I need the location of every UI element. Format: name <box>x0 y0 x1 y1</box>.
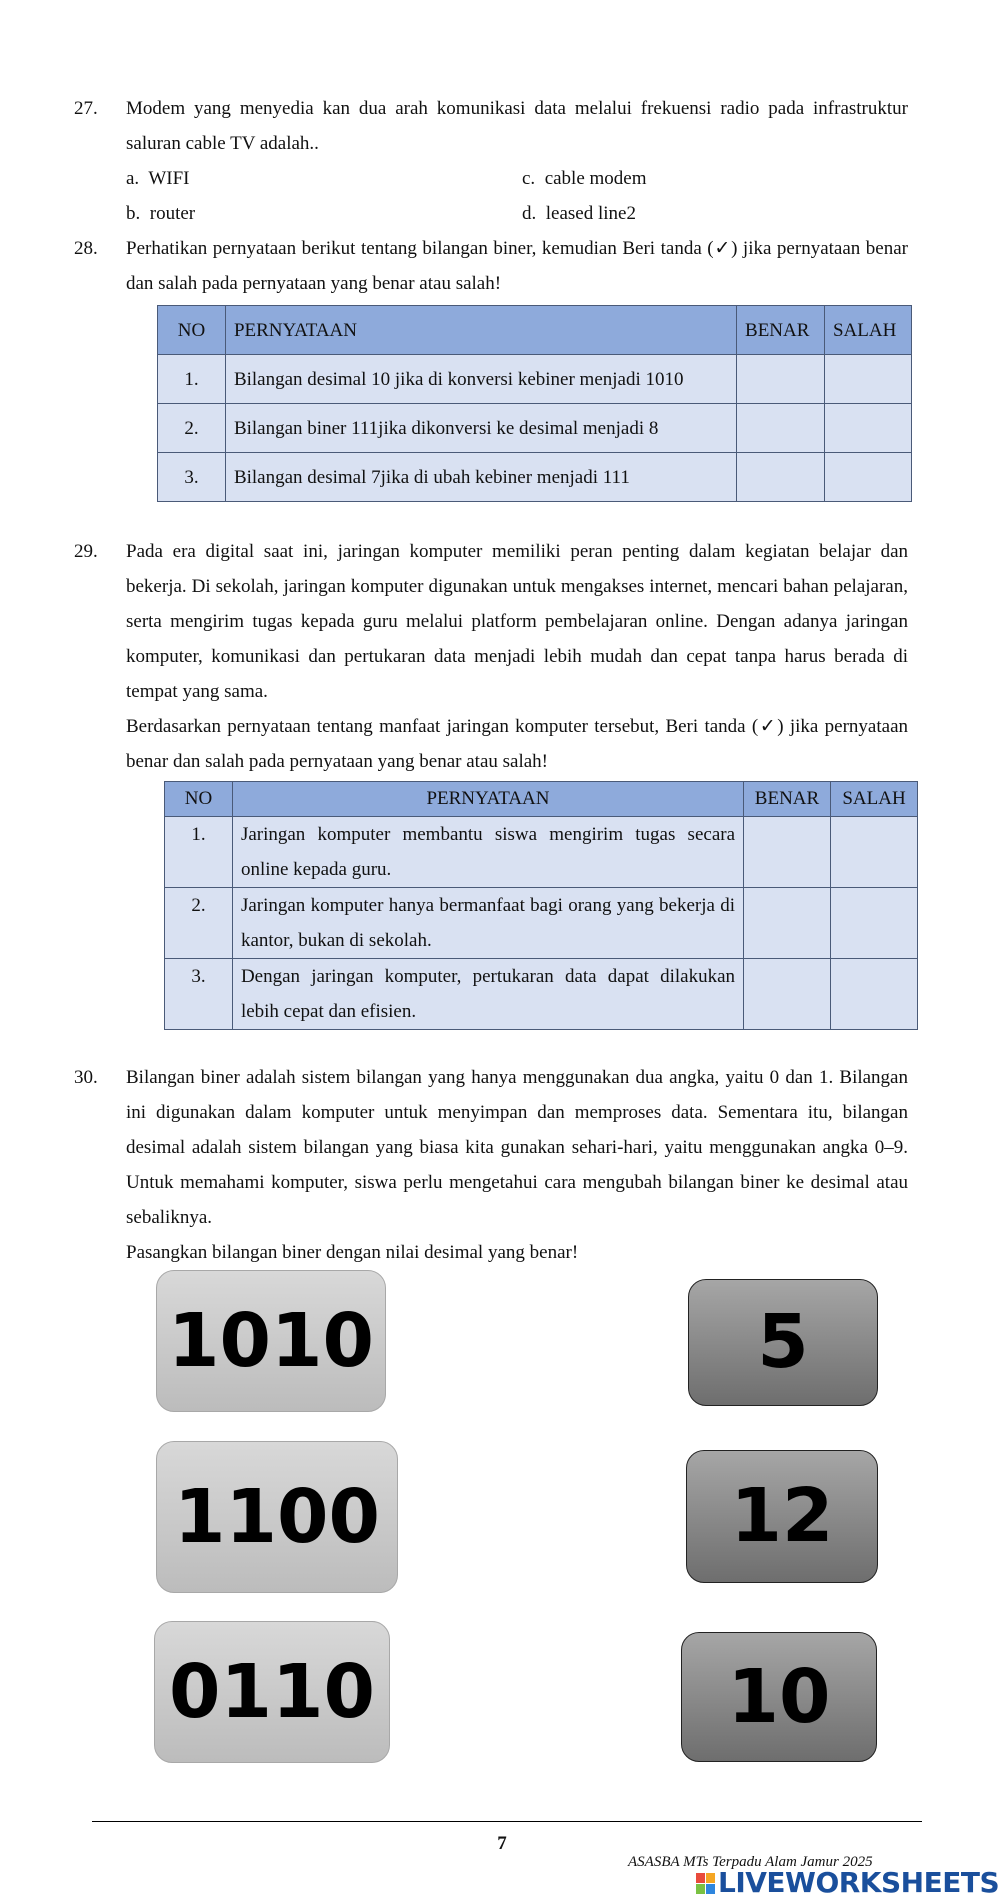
question-instruction: Pasangkan bilangan biner dengan nilai desimal yang benar! <box>126 1242 579 1263</box>
row-number: 3. <box>158 453 226 502</box>
page-number: 7 <box>497 1833 507 1854</box>
row-statement: Bilangan biner 111jika dikonversi ke desimal menjadi 8 <box>225 404 736 453</box>
row-number: 2. <box>158 404 226 453</box>
table-header-row <box>165 782 918 817</box>
row-number: 1. <box>165 817 233 888</box>
decimal-card-12[interactable]: 12 <box>686 1450 878 1583</box>
question-number: 30. <box>74 1067 98 1088</box>
option-b[interactable]: b. router <box>126 203 196 224</box>
row-statement: Jaringan komputer hanya bermanfaat bagi orang yang bekerja di kantor, bukan di sekolah. <box>232 888 743 959</box>
row-statement: Bilangan desimal 10 jika di konversi kebiner menjadi 1010 <box>225 355 736 404</box>
question-29 <box>74 534 908 779</box>
true-checkbox[interactable] <box>737 404 825 453</box>
table-row <box>158 355 912 404</box>
statement-table-29 <box>164 781 918 1030</box>
header-false: SALAH <box>824 306 911 355</box>
question-text: Perhatikan pernyataan berikut tentang bilangan biner, kemudian Beri tanda (✓) jika pernyataan benar dan salah pada pernyataan yang benar atau salah! <box>126 238 908 294</box>
question-text: Modem yang menyedia kan dua arah komunikasi data melalui frekuensi radio pada infrastruktur saluran cable TV adalah.. <box>126 98 908 154</box>
table-row <box>165 888 918 959</box>
header-no: NO <box>165 782 233 817</box>
table-row <box>165 959 918 1030</box>
false-checkbox[interactable] <box>824 453 911 502</box>
liveworksheets-logo <box>696 1868 999 1898</box>
row-number: 2. <box>165 888 233 959</box>
decimal-card-10[interactable]: 10 <box>681 1632 877 1762</box>
option-a[interactable]: a. WIFI <box>126 168 190 189</box>
question-text: Pada era digital saat ini, jaringan komputer memiliki peran penting dalam kegiatan belajar dan bekerja. Di sekolah, jaringan komputer digunakan untuk mengakses internet, mencari bahan pelajaran, serta mengirim tugas kepada guru melalui platform pembelajaran online. Dengan adanya jaringan komputer, komunikasi dan pertukaran data menjadi lebih mudah dan cepat tanpa harus berada di tempat yang sama. <box>126 541 908 702</box>
statement-table-28 <box>157 305 912 502</box>
footer-divider <box>92 1821 922 1822</box>
header-true: BENAR <box>737 306 825 355</box>
row-number: 1. <box>158 355 226 404</box>
true-checkbox[interactable] <box>744 959 831 1030</box>
question-number: 29. <box>74 541 98 562</box>
binary-card-0110[interactable]: 0110 <box>154 1621 390 1763</box>
question-27 <box>74 91 908 231</box>
question-28 <box>74 231 908 301</box>
true-checkbox[interactable] <box>737 355 825 404</box>
question-number: 27. <box>74 98 98 119</box>
option-c[interactable]: c. cable modem <box>522 168 647 189</box>
logo-wordmark: LIVEWORKSHEETS <box>718 1866 1000 1899</box>
true-checkbox[interactable] <box>744 888 831 959</box>
row-statement: Dengan jaringan komputer, pertukaran data dapat dilakukan lebih cepat dan efisien. <box>232 959 743 1030</box>
table-header-row <box>158 306 912 355</box>
footer-school-text: ASASBA MTs Terpadu Alam Jamur 2025 <box>628 1854 873 1870</box>
table-row <box>158 404 912 453</box>
option-d[interactable]: d. leased line2 <box>522 203 636 224</box>
binary-card-1100[interactable]: 1100 <box>156 1441 398 1593</box>
header-no: NO <box>158 306 226 355</box>
false-checkbox[interactable] <box>831 817 918 888</box>
row-statement: Bilangan desimal 7jika di ubah kebiner menjadi 111 <box>225 453 736 502</box>
header-false: SALAH <box>831 782 918 817</box>
table-row <box>158 453 912 502</box>
row-number: 3. <box>165 959 233 1030</box>
true-checkbox[interactable] <box>744 817 831 888</box>
answer-options <box>126 161 908 231</box>
question-text: Bilangan biner adalah sistem bilangan yang hanya menggunakan dua angka, yaitu 0 dan 1. Bilangan ini digunakan dalam komputer untuk menyimpan dan memproses data. Sementara itu, bilangan desimal adalah sistem bilangan yang biasa kita gunakan sehari-hari, yaitu menggunakan angka 0–9. Untuk memahami komputer, siswa perlu mengetahui cara mengubah bilangan biner ke desimal atau sebaliknya. <box>126 1067 908 1228</box>
false-checkbox[interactable] <box>831 959 918 1030</box>
header-true: BENAR <box>744 782 831 817</box>
false-checkbox[interactable] <box>831 888 918 959</box>
header-statement: PERNYATAAN <box>225 306 736 355</box>
row-statement: Jaringan komputer membantu siswa mengirim tugas secara online kepada guru. <box>232 817 743 888</box>
binary-card-1010[interactable]: 1010 <box>156 1270 386 1412</box>
question-30 <box>74 1060 908 1270</box>
logo-tiles-icon <box>696 1873 715 1894</box>
table-row <box>165 817 918 888</box>
question-number: 28. <box>74 238 98 259</box>
false-checkbox[interactable] <box>824 355 911 404</box>
question-instruction: Berdasarkan pernyataan tentang manfaat jaringan komputer tersebut, Beri tanda (✓) jika pernyataan benar dan salah pada pernyataan yang benar atau salah! <box>126 716 908 772</box>
true-checkbox[interactable] <box>737 453 825 502</box>
decimal-card-5[interactable]: 5 <box>688 1279 878 1406</box>
false-checkbox[interactable] <box>824 404 911 453</box>
header-statement: PERNYATAAN <box>232 782 743 817</box>
